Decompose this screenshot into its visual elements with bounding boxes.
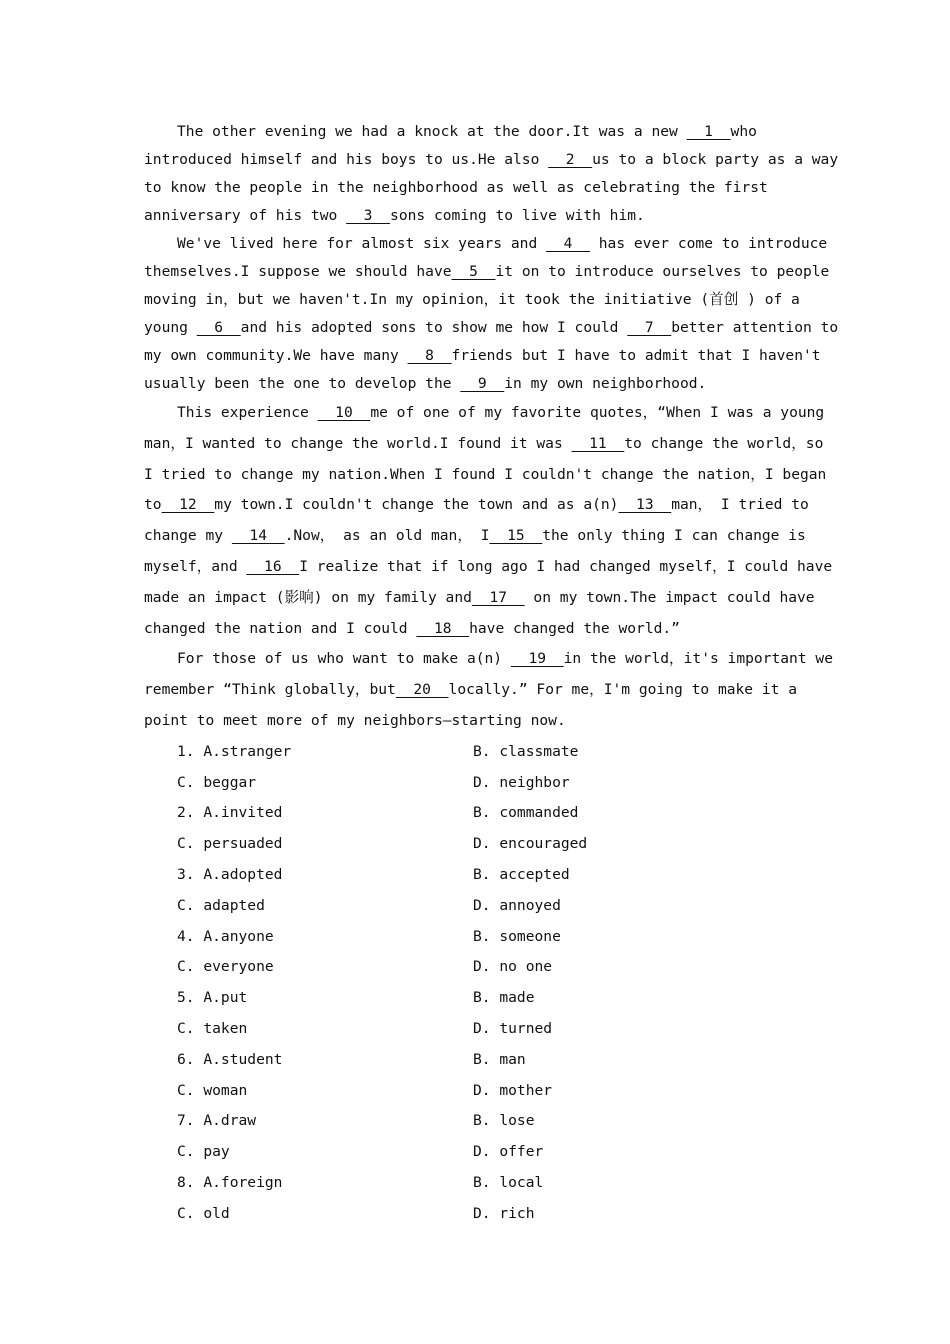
passage-text: has ever come to introduce	[589, 235, 828, 252]
blank-number: 6	[196, 319, 241, 336]
passage-text: usually been the one to develop the	[144, 375, 461, 392]
option-row	[144, 1014, 806, 1045]
passage-text: young	[144, 319, 197, 336]
option-left: 1. A.stranger	[177, 742, 292, 760]
option-row	[144, 768, 806, 799]
option-right: B. man	[473, 1050, 526, 1068]
blank-number: 14	[231, 527, 285, 545]
blank-number: 2	[548, 151, 593, 168]
passage-text: The other evening we had a knock at the door.It was a new	[177, 123, 687, 140]
passage-text: changed the nation and I could	[144, 619, 417, 637]
option-row	[144, 798, 806, 829]
blank-number: 19	[510, 650, 564, 668]
option-right: D. annoyed	[473, 896, 561, 914]
option-row	[144, 829, 806, 860]
passage-line	[144, 146, 839, 174]
passage-text: themselves.I suppose we should have	[144, 263, 452, 280]
blank-number: 12	[161, 496, 215, 514]
option-left: C. beggar	[177, 773, 257, 791]
option-row	[144, 1168, 806, 1199]
option-row	[144, 1199, 806, 1230]
passage-text: me of one of my favorite quotes，“When I was a young	[370, 404, 825, 421]
blank-number: 3	[346, 207, 391, 224]
passage-text: locally.” For me，I'm going to make it a	[448, 681, 798, 699]
blank-number: 15	[489, 527, 543, 545]
passage-line	[144, 370, 806, 398]
passage-text: to	[144, 496, 162, 514]
blank-number: 5	[451, 263, 496, 280]
blank-number: 17	[471, 588, 525, 606]
passage-text: point to meet more of my neighbors—starting now.	[144, 711, 566, 729]
passage-line	[144, 230, 828, 258]
passage-text: This experience	[177, 404, 318, 421]
passage-text: .Now， as an old man， I	[284, 527, 490, 545]
option-row	[144, 860, 806, 891]
passage-text: who	[730, 123, 757, 140]
option-row	[144, 1045, 806, 1076]
passage-line	[144, 552, 833, 583]
option-left: C. pay	[177, 1143, 230, 1161]
passage-line	[144, 490, 809, 521]
option-row	[144, 737, 806, 768]
option-right: D. no one	[473, 958, 553, 976]
passage-text: to know the people in the neighborhood as well as celebrating the first	[144, 179, 768, 196]
passage-text: I tried to change my nation.When I found I couldn't change the nation，I began	[144, 465, 827, 483]
passage-text: in the world，it's important we	[563, 650, 833, 668]
passage-line	[144, 398, 825, 429]
passage-line	[144, 460, 827, 491]
option-right: B. accepted	[473, 865, 570, 883]
passage-text: the only thing I can change is	[542, 527, 806, 545]
option-left: 8. A.foreign	[177, 1173, 283, 1191]
passage-line	[144, 118, 806, 146]
passage-text: in my own neighborhood.	[504, 375, 707, 392]
option-row	[144, 1137, 806, 1168]
option-right: D. neighbor	[473, 773, 570, 791]
document-page	[144, 118, 839, 1230]
passage-line	[144, 286, 806, 314]
option-left: 2. A.invited	[177, 804, 283, 822]
blank-number: 7	[627, 319, 672, 336]
passage-text: it on to introduce ourselves to people	[495, 263, 830, 280]
passage-line	[144, 583, 815, 614]
blank-number: 1	[686, 123, 731, 140]
passage-text: us to a block party as a way	[592, 151, 839, 168]
blank-number: 18	[416, 619, 470, 637]
answer-options	[144, 737, 806, 1230]
passage-line	[144, 675, 806, 706]
passage-text: change my	[144, 527, 232, 545]
passage-paragraph-2	[144, 230, 839, 398]
option-right: B. lose	[473, 1112, 535, 1130]
blank-number: 4	[546, 235, 590, 252]
blank-number: 8	[407, 347, 452, 364]
passage-text: For those of us who want to make a(n)	[177, 650, 511, 668]
passage-line	[144, 706, 806, 737]
blank-number: 11	[571, 434, 625, 452]
passage-text: have changed the world.”	[469, 619, 680, 637]
passage-paragraph-3	[144, 398, 833, 644]
blank-number: 9	[460, 375, 505, 392]
option-row	[144, 983, 806, 1014]
option-left: C. taken	[177, 1019, 248, 1037]
option-right: B. commanded	[473, 804, 579, 822]
passage-text: my town.I couldn't change the town and as a(n)	[214, 496, 619, 514]
passage-paragraph-1	[144, 118, 839, 230]
option-left: C. adapted	[177, 896, 265, 914]
passage-line	[144, 644, 833, 675]
passage-text: myself，and	[144, 557, 247, 575]
option-right: B. classmate	[473, 742, 579, 760]
passage-text: We've lived here for almost six years and	[177, 235, 547, 252]
blank-number: 20	[395, 681, 449, 699]
option-left: 7. A.draw	[177, 1112, 257, 1130]
passage-text: made an impact (影响) on my family and	[144, 588, 472, 606]
option-left: C. woman	[177, 1081, 248, 1099]
option-right: D. mother	[473, 1081, 553, 1099]
blank-number: 13	[618, 496, 672, 514]
option-row	[144, 1106, 806, 1137]
option-left: 6. A.student	[177, 1050, 283, 1068]
option-right: B. someone	[473, 927, 561, 945]
passage-line	[144, 521, 806, 552]
passage-line	[144, 258, 830, 286]
option-right: B. made	[473, 989, 535, 1007]
option-row	[144, 891, 806, 922]
passage-text: my own community.We have many	[144, 347, 408, 364]
option-left: 3. A.adopted	[177, 865, 283, 883]
blank-number: 16	[246, 557, 300, 575]
option-left: 4. A.anyone	[177, 927, 274, 945]
passage-text: friends but I have to admit that I haven't	[451, 347, 821, 364]
option-left: C. old	[177, 1204, 230, 1222]
passage-text: on my town.The impact could have	[524, 588, 815, 606]
passage-text: man， I tried to	[671, 496, 809, 514]
passage-text: sons coming to live with him.	[390, 207, 645, 224]
passage-line	[144, 174, 806, 202]
passage-text: remember “Think globally，but	[144, 681, 396, 699]
passage-text: anniversary of his two	[144, 207, 347, 224]
option-row	[144, 922, 806, 953]
passage-text: better attention to	[671, 319, 839, 336]
option-right: D. offer	[473, 1143, 544, 1161]
passage-paragraph-4	[144, 644, 833, 736]
option-left: 5. A.put	[177, 989, 248, 1007]
option-right: D. turned	[473, 1019, 553, 1037]
passage-text: moving in，but we haven't.In my opinion，it took the initiative (首创 ) of a	[144, 291, 800, 308]
option-right: B. local	[473, 1173, 544, 1191]
option-row	[144, 1076, 806, 1107]
passage-line	[144, 429, 824, 460]
passage-line	[144, 614, 806, 645]
passage-line	[144, 202, 806, 230]
passage-text: to change the world，so	[624, 434, 824, 452]
passage-text: man，I wanted to change the world.I found it was	[144, 434, 572, 452]
option-left: C. persuaded	[177, 835, 283, 853]
passage-text: and his adopted sons to show me how I could	[240, 319, 628, 336]
blank-number: 10	[317, 404, 371, 421]
passage-text: I realize that if long ago I had changed myself，I could have	[299, 557, 833, 575]
passage-text: introduced himself and his boys to us.He also	[144, 151, 549, 168]
option-right: D. rich	[473, 1204, 535, 1222]
option-row	[144, 952, 806, 983]
passage-line	[144, 342, 821, 370]
option-right: D. encouraged	[473, 835, 588, 853]
option-left: C. everyone	[177, 958, 274, 976]
passage-line	[144, 314, 839, 342]
